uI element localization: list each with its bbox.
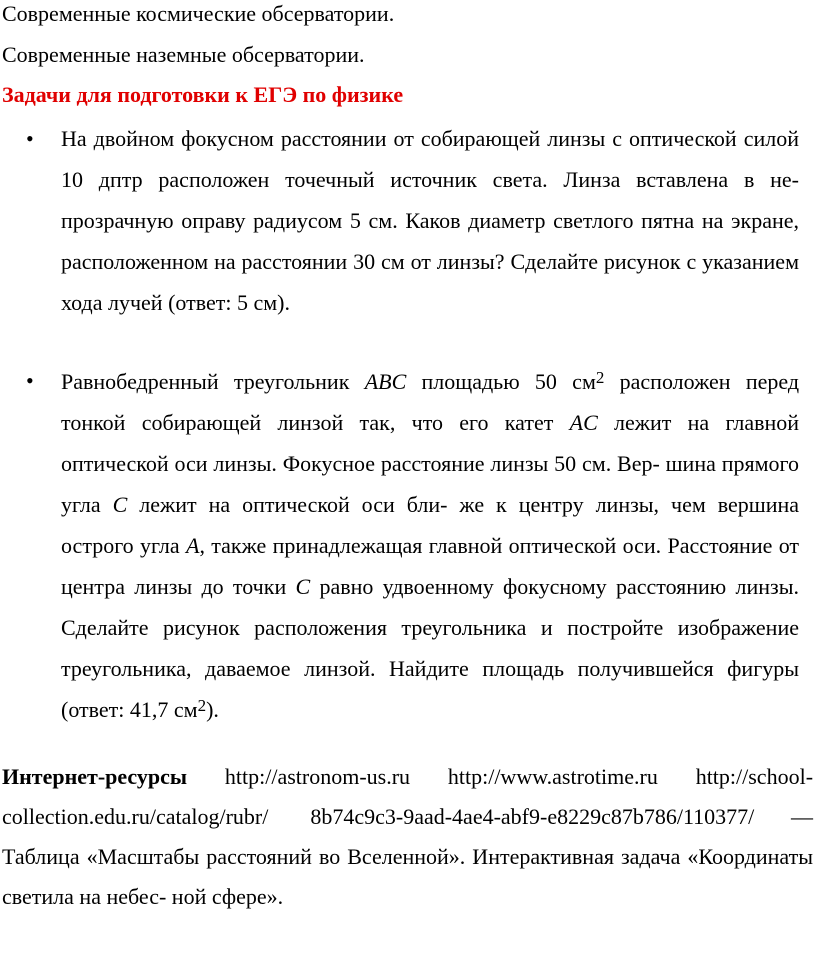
task-2-part: расположен перед тонкой собирающей линзой так, что его катет	[61, 369, 800, 435]
task-2-part: равно удвоенному фокусному расстоянию линзы. Сделайте рисунок расположения треугольника и постройте изображение треугольника, даваемое линзой. Найдите площадь получившейся фигуры (ответ: 41,7 см	[61, 574, 800, 722]
task-2-text	[61, 361, 799, 730]
superscript: 2	[595, 368, 605, 387]
superscript: 2	[197, 696, 207, 715]
resources-description: — Таблица «Масштабы расстояний во Вселенной». Интерактивная задача «Координаты светила на небес- ной сфере».	[2, 804, 813, 909]
point-c: C	[112, 492, 128, 517]
line-space-observatories: Современные космические обсерватории.	[2, 1, 395, 26]
task-2-part: площадью 50 см	[421, 369, 596, 394]
leg-ac: AC	[569, 410, 598, 435]
task-1-text: На двойном фокусном расстоянии от собирающей линзы с оптической силой 10 дптр расположен точечный источник света. Линза вставлена в не- прозрачную оправу радиусом 5 см. Каков диаметр светлого пятна на экране, расположенном на расстоянии 30 см от линзы? Сделайте рисунок с указанием хода лучей (ответ: 5 см).	[61, 126, 799, 315]
triangle-abc: ABC	[364, 369, 407, 394]
resources-label: Интернет-ресурсы	[2, 764, 188, 789]
bullet-icon: •	[26, 126, 34, 151]
section-heading: Задачи для подготовки к ЕГЭ по физике	[2, 82, 404, 107]
resource-link-id[interactable]: 8b74c9c3-9aad-4ae4-abf9-e8229c87b786/110377/	[310, 804, 755, 829]
point-a: A	[185, 533, 200, 558]
task-2-part: лежит на главной оптической оси линзы. Фокусное расстояние линзы 50 см. Вер- шина прямого угла	[61, 410, 800, 517]
task-2-part: , также принадлежащая главной оптической оси. Расстояние от центра линзы до точки	[61, 533, 800, 599]
task-2-part: лежит на оптической оси бли- же к центру линзы, чем вершина острого угла	[61, 492, 800, 558]
resource-link-astrotime[interactable]: http://www.astrotime.ru	[447, 764, 658, 789]
line-ground-observatories: Современные наземные обсерватории.	[2, 42, 365, 67]
resource-link-astronom[interactable]: http://astronom-us.ru	[224, 764, 411, 789]
task-2-part: ).	[206, 697, 219, 722]
point-c: C	[295, 574, 311, 599]
internet-resources	[2, 757, 813, 917]
task-2-part: Равнобедренный треугольник	[61, 369, 350, 394]
bullet-icon: •	[26, 368, 34, 393]
resource-link-school-collection[interactable]: http://school-collection.edu.ru/catalog/rubr/	[2, 764, 814, 829]
